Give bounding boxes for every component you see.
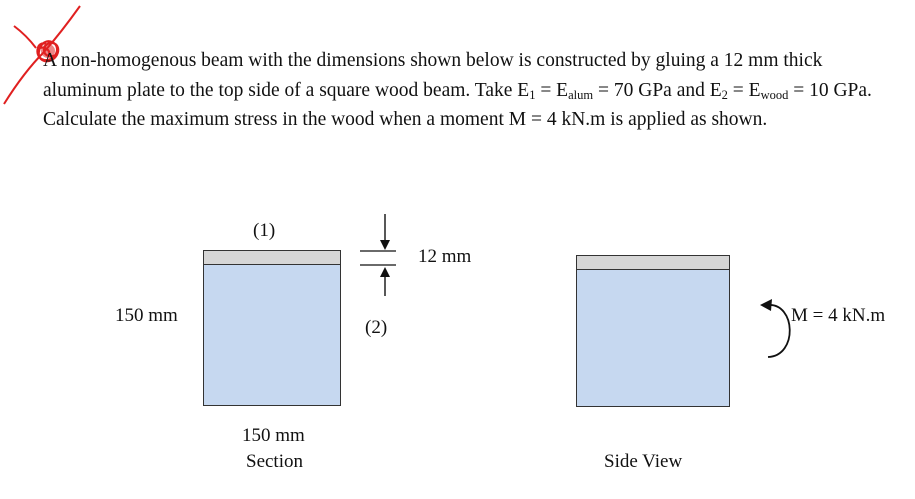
section-caption: Section — [246, 451, 303, 472]
moment-label: M = 4 kN.m — [791, 305, 886, 326]
problem-statement: A non-homogenous beam with the dimensions shown below is constructed by gluing a 12 mm thick aluminum plate to the top side of a square wood beam. Take $E_1 = E_{alum} = 70$ GPa and $E_2 = E_{wood} = 10$ GPa. Calculate the maximum stress in the wood when a moment M = 4 kN.m is applied as shown. — [43, 50, 872, 130]
wood-label: (2) — [365, 317, 388, 338]
plate-label: (1) — [253, 220, 276, 241]
thickness-dimension-label: 12 mm — [418, 246, 472, 267]
width-dimension-label: 150 mm — [242, 425, 305, 446]
height-dimension-label: 150 mm — [115, 305, 178, 326]
side-view-caption: Side View — [604, 451, 683, 472]
